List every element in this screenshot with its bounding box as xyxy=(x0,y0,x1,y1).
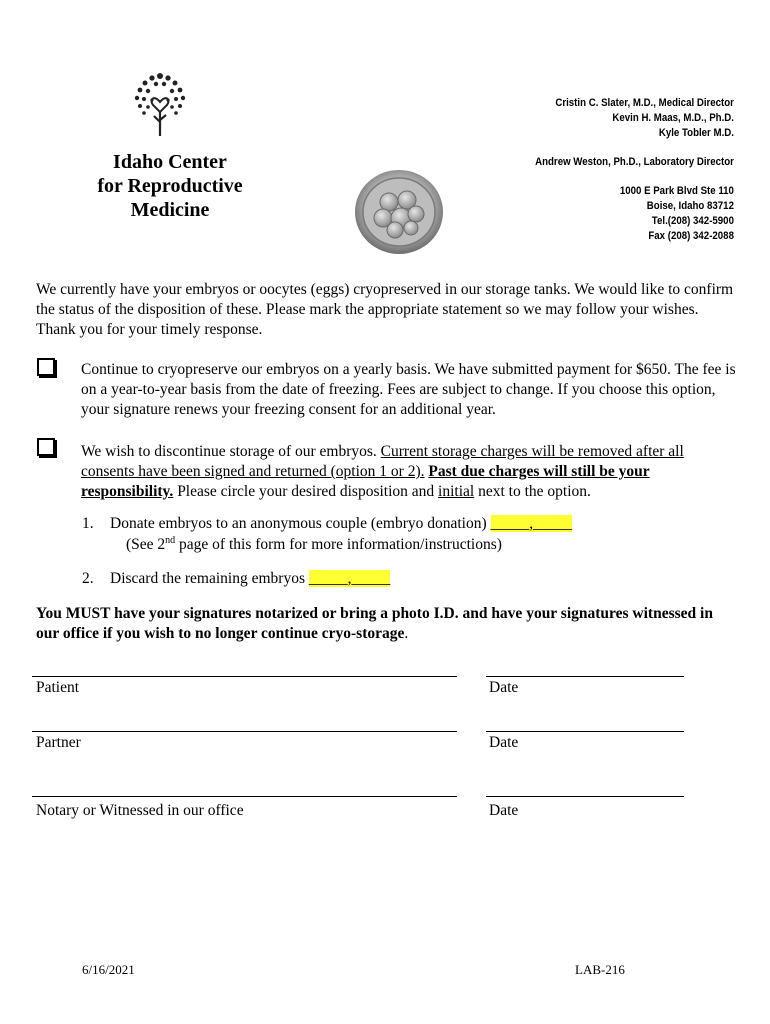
option2-checkbox[interactable] xyxy=(37,438,55,456)
disposition-option-donate xyxy=(82,514,722,534)
option2-instruction: Please circle your desired disposition and xyxy=(173,483,439,500)
notary-label: Notary or Witnessed in our office xyxy=(36,802,244,819)
staff-line: Andrew Weston, Ph.D., Laboratory Director xyxy=(535,156,734,168)
organization-name xyxy=(60,150,280,222)
footer-date: 6/16/2021 xyxy=(82,962,135,977)
staff-line: Kevin H. Maas, M.D., Ph.D. xyxy=(612,112,734,124)
notary-signature-line[interactable] xyxy=(32,796,457,797)
option2-lead: We wish to discontinue storage of our embryos. xyxy=(81,443,381,460)
partner-signature-line[interactable] xyxy=(32,731,457,732)
staff-line: Kyle Tobler M.D. xyxy=(658,127,734,139)
donation-note: (See 2nd page of this form for more information/instructions) xyxy=(126,534,502,553)
option-number: 2. xyxy=(82,570,94,587)
initial-word: initial xyxy=(438,483,475,500)
fax-line: Fax (208) 342-2088 xyxy=(648,230,734,242)
option-text: Donate embryos to an anonymous couple (embryo donation) xyxy=(110,515,491,532)
phone-line: Tel.(208) 342-5900 xyxy=(651,215,734,227)
option1-checkbox[interactable] xyxy=(37,358,55,376)
tree-heart-logo-icon xyxy=(132,70,188,138)
patient-signature-line[interactable] xyxy=(32,676,457,677)
address-line: 1000 E Park Blvd Ste 110 xyxy=(619,185,734,197)
embryo-photo-icon xyxy=(353,168,445,256)
partner-date-line[interactable] xyxy=(486,731,684,732)
notary-date-label: Date xyxy=(489,802,519,819)
patient-date-label: Date xyxy=(489,679,519,696)
notary-date-line[interactable] xyxy=(486,796,684,797)
option2-storage-charges-note: Current storage charges will be removed after all consents have been signed and returned (option 1 or 2). xyxy=(81,443,684,480)
org-name-line-3: Medicine xyxy=(130,199,210,221)
patient-label: Patient xyxy=(36,679,80,696)
option-number: 1. xyxy=(82,515,94,532)
form-code: LAB-216 xyxy=(575,962,625,977)
partner-label: Partner xyxy=(36,734,81,751)
staff-address-block xyxy=(535,96,734,244)
notarization-notice: You MUST have your signatures notarized or bring a photo I.D. and have your signatures witnessed in our office if you wish to no longer continue cryo-storage. xyxy=(36,605,713,642)
org-name-line-2: for Reproductive xyxy=(97,175,243,197)
staff-line: Cristin C. Slater, M.D., Medical Director xyxy=(555,97,734,109)
patient-date-line[interactable] xyxy=(486,676,684,677)
initial-blank-donate[interactable]: _____,_____ xyxy=(490,515,572,532)
option2-past-due-note: Past due charges will still be your responsibility. xyxy=(81,463,650,500)
partner-date-label: Date xyxy=(489,734,519,751)
disposition-option-discard xyxy=(82,569,722,589)
intro-paragraph: We currently have your embryos or oocytes (eggs) cryopreserved in our storage tanks. We would like to confirm the status of the disposition of these. Please mark the appropriate statement so we may follow your wishes. Thank you for your timely response. xyxy=(36,281,734,338)
option-text: Discard the remaining embryos xyxy=(110,570,309,587)
initial-blank-discard[interactable]: _____,_____ xyxy=(308,570,391,587)
option2-text: We wish to discontinue storage of our embryos. Current storage charges will be removed after all consents have been signed and returned (option 1 or 2). Past due charges will still be your responsibility. Please circle your desired disposition and initial next to the option. xyxy=(81,443,684,500)
org-name-line-1: Idaho Center xyxy=(113,151,227,173)
option1-text: Continue to cryopreserve our embryos on a yearly basis. We have submitted payment for $650. The fee is on a year-to-year basis from the date of freezing. Fees are subject to change. If you choose this option, your signature renews your freezing consent for an additional year. xyxy=(81,361,736,418)
address-line: Boise, Idaho 83712 xyxy=(646,200,734,212)
